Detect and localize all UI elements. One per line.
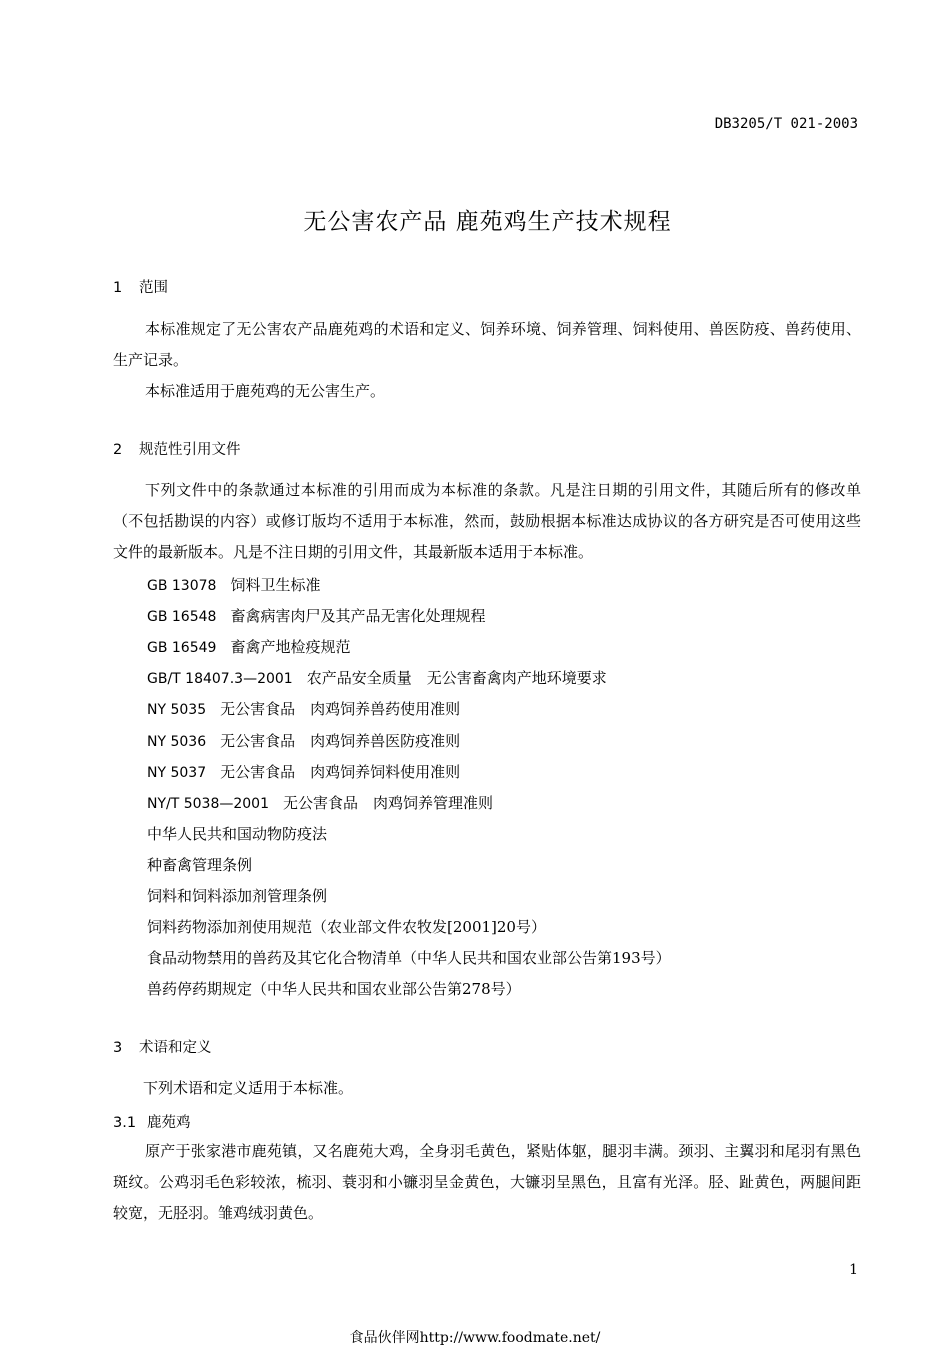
document-number: DB3205/T 021-2003 bbox=[714, 116, 858, 132]
section-number: 3 bbox=[113, 1040, 123, 1056]
reference-code: GB 16549 bbox=[147, 640, 217, 657]
reference-item bbox=[147, 605, 485, 626]
reference-item bbox=[147, 574, 320, 595]
reference-code: GB 16548 bbox=[147, 609, 217, 626]
reference-item bbox=[147, 978, 521, 999]
section-number: 1 bbox=[113, 280, 123, 296]
section-2-intro: 下列文件中的条款通过本标准的引用而成为本标准的条款。凡是注日期的引用文件，其随后所有的修改单（不包括勘误的内容）或修订版均不适用于本标准，然而，鼓励根据本标准达成协议的各方研究是否可使用这些文件的最新版本。凡是不注日期的引用文件，其最新版本适用于本标准。 bbox=[113, 481, 861, 561]
subsection-title: 鹿苑鸡 bbox=[147, 1115, 191, 1131]
reference-title: 饲料卫生标准 bbox=[230, 576, 321, 594]
section-title: 范围 bbox=[139, 280, 168, 296]
section-3-intro: 下列术语和定义适用于本标准。 bbox=[143, 1079, 354, 1097]
section-number: 2 bbox=[113, 442, 123, 458]
reference-title: 食品动物禁用的兽药及其它化合物清单（中华人民共和国农业部公告第193号） bbox=[147, 949, 671, 968]
reference-title: 无公害食品 肉鸡饲养管理准则 bbox=[283, 793, 494, 812]
section-title: 规范性引用文件 bbox=[139, 442, 241, 458]
reference-title: 无公害食品 肉鸡饲养兽医防疫准则 bbox=[220, 731, 461, 750]
reference-item bbox=[147, 916, 546, 937]
reference-title: 无公害食品 肉鸡饲养兽药使用准则 bbox=[220, 700, 461, 719]
page-number: 1 bbox=[849, 1262, 858, 1278]
section-1-paragraph-2: 本标准适用于鹿苑鸡的无公害生产。 bbox=[145, 382, 386, 400]
reference-title: 无公害食品 肉鸡饲养饲料使用准则 bbox=[220, 762, 461, 781]
subsection-number: 3.1 bbox=[113, 1115, 137, 1131]
document-title: 无公害农产品 鹿苑鸡生产技术规程 bbox=[303, 209, 672, 235]
reference-item bbox=[147, 667, 607, 688]
reference-item bbox=[147, 885, 327, 906]
reference-item bbox=[147, 947, 671, 968]
section-1-paragraph-1: 本标准规定了无公害农产品鹿苑鸡的术语和定义、饲养环境、饲养管理、饲料使用、兽医防疫、兽药使用、生产记录。 bbox=[113, 320, 861, 369]
reference-code: NY/T 5038—2001 bbox=[147, 795, 270, 812]
reference-code: GB 13078 bbox=[147, 578, 217, 594]
reference-item bbox=[147, 761, 460, 782]
reference-title: 饲料药物添加剂使用规范（农业部文件农牧发[2001]20号） bbox=[147, 918, 546, 937]
reference-item bbox=[147, 854, 252, 875]
reference-title: 中华人民共和国动物防疫法 bbox=[147, 824, 328, 843]
reference-code: GB/T 18407.3—2001 bbox=[147, 671, 293, 688]
subsection-3-1-text: 原产于张家港市鹿苑镇，又名鹿苑大鸡，全身羽毛黄色，紧贴体躯，腿羽丰满。颈羽、主翼羽和尾羽有黑色斑纹。公鸡羽毛色彩较浓，梳羽、蓑羽和小镰羽呈金黄色，大镰羽呈黑色，且富有光泽。胫、趾黄色，两腿间距较宽，无胫羽。雏鸡绒羽黄色。 bbox=[113, 1142, 861, 1222]
reference-title: 农产品安全质量 无公害畜禽肉产地环境要求 bbox=[306, 669, 607, 688]
reference-title: 饲料和饲料添加剂管理条例 bbox=[147, 887, 328, 905]
reference-item bbox=[147, 636, 350, 657]
reference-title: 畜禽产地检疫规范 bbox=[230, 638, 351, 657]
section-title: 术语和定义 bbox=[139, 1040, 212, 1056]
footer-watermark: 食品伙伴网http://www.foodmate.net/ bbox=[349, 1330, 601, 1346]
reference-code: NY 5037 bbox=[147, 764, 207, 781]
reference-title: 畜禽病害肉尸及其产品无害化处理规程 bbox=[230, 607, 486, 626]
reference-title: 兽药停药期规定（中华人民共和国农业部公告第278号） bbox=[147, 980, 521, 999]
reference-code: NY 5035 bbox=[147, 702, 207, 719]
reference-code: NY 5036 bbox=[147, 733, 207, 750]
section-3-heading bbox=[113, 1036, 212, 1057]
subsection-3-1-heading bbox=[113, 1111, 191, 1132]
reference-item bbox=[147, 730, 460, 751]
reference-item bbox=[147, 698, 460, 719]
section-2-heading bbox=[113, 438, 241, 459]
section-1-heading bbox=[113, 276, 168, 297]
reference-item bbox=[147, 792, 493, 813]
reference-title: 种畜禽管理条例 bbox=[147, 855, 253, 874]
reference-item bbox=[147, 823, 327, 844]
